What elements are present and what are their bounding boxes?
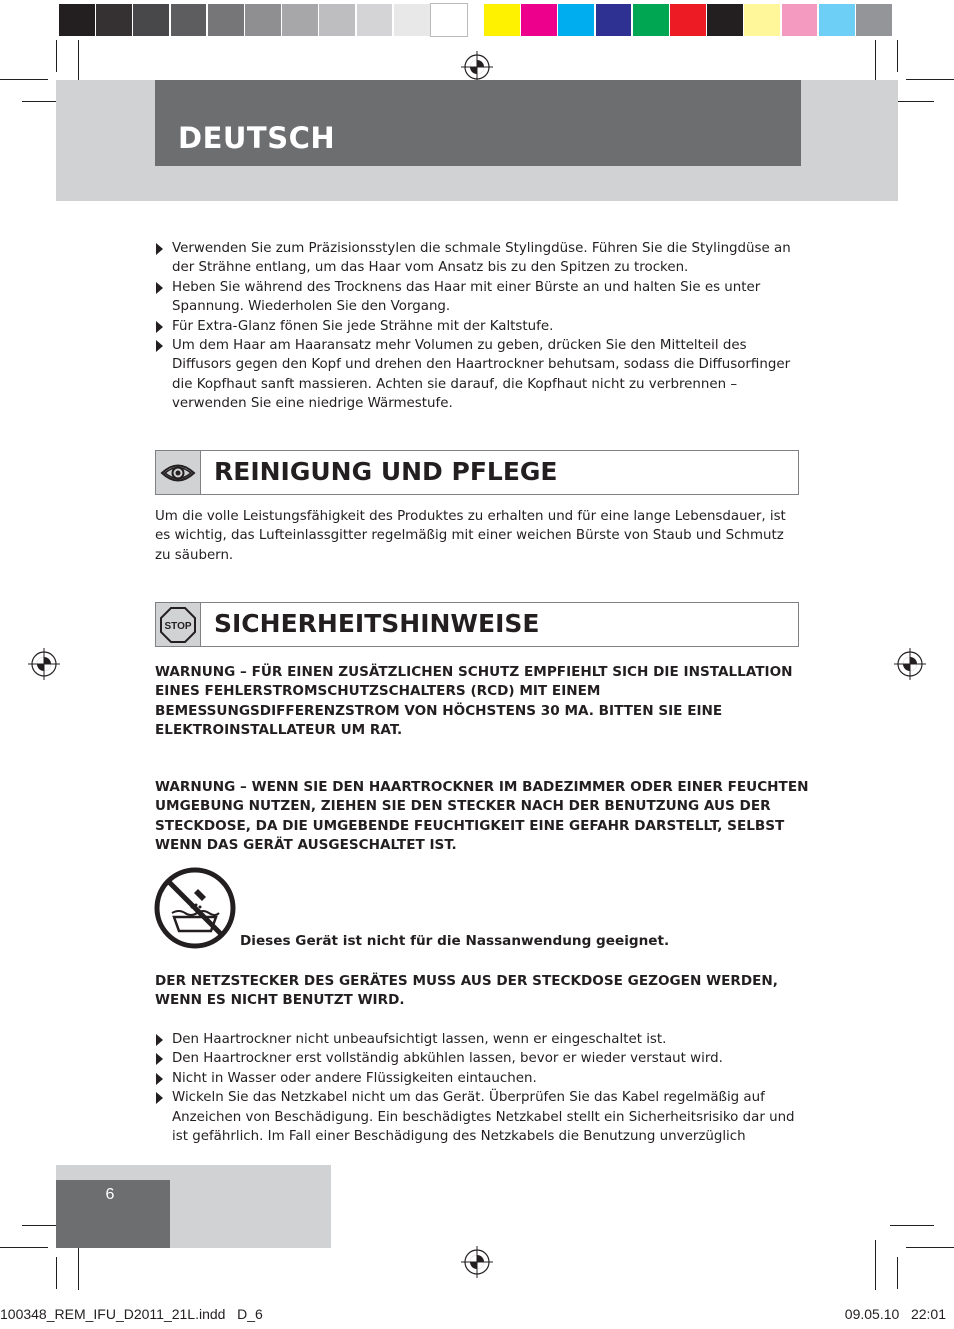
cleaning-text: Um die volle Leistungsfähigkeit des Produktes zu erhalten und für eine lange Lebensdauer, ist es wichtig, das Lufteinlassgitter regelmäßig mit einer weichen Bürste von Staub und Schmutz zu säubern. <box>155 509 786 563</box>
slug-filename: 100348_REM_IFU_D2011_21L.indd D_6 <box>0 1306 263 1322</box>
cleaning-title: REINIGUNG UND PFLEGE <box>214 457 558 486</box>
gray-swatch <box>59 4 95 36</box>
page-number: 6 <box>105 1186 115 1203</box>
process-color-swatch <box>484 4 520 36</box>
gray-swatch <box>357 4 393 36</box>
process-color-swatch <box>744 4 780 36</box>
process-color-swatch <box>521 4 557 36</box>
intro-bullet-list <box>155 239 795 414</box>
gray-swatch <box>96 4 132 36</box>
safety-section-header <box>155 602 799 647</box>
process-color-swatch <box>558 4 594 36</box>
process-color-swatch <box>707 4 743 36</box>
safety-bullet-list <box>155 1030 795 1146</box>
registration-mark-bottom <box>461 1246 493 1278</box>
no-bath-shower-icon <box>154 867 236 949</box>
gray-swatch <box>208 4 244 36</box>
warning-unplug: DER NETZSTECKER DES GERÄTES MUSS AUS DER STECKDOSE GEZOGEN WERDEN, WENN ES NICHT BENUTZT WIRD. <box>155 973 778 1009</box>
gray-swatch <box>245 4 281 36</box>
warning-bathroom: WARNUNG – WENN SIE DEN HAARTROCKNER IM BADEZIMMER ODER EINER FEUCHTEN UMGEBUNG NUTZEN, ZIEHEN SIE DEN STECKER NACH DER BENUTZUNG AUS DER STECKDOSE, DA DIE UMGEBENDE FEUCHTIGKEIT EINE GEFAHR DARSTELLT, SELBST WENN DAS GERÄT AUSGESCHALTET IST. <box>155 779 809 853</box>
eye-icon <box>156 451 201 494</box>
list-item: Um dem Haar am Haaransatz mehr Volumen zu geben, drücken Sie den Mittelteil des Diffusors gegen den Kopf und drehen den Haartrockner behutsam, sodass die Diffusorfinger die Kopfhaut sanft massieren. Achten sie darauf, die Kopfhaut nicht zu verbrennen – verwenden Sie eine niedrige Wärmestufe. <box>155 336 795 414</box>
language-title: DEUTSCH <box>178 121 336 155</box>
list-item: Für Extra-Glanz fönen Sie jede Strähne mit der Kaltstufe. <box>155 317 795 336</box>
safety-title: SICHERHEITSHINWEISE <box>214 609 540 638</box>
process-color-swatch <box>596 4 632 36</box>
list-item: Wickeln Sie das Netzkabel nicht um das Gerät. Überprüfen Sie das Kabel regelmäßig auf Anzeichen von Beschädigung. Ein beschädigtes Netzkabel stellt ein Sicherheitsrisiko dar und ist gefährlich. Im Fall einer Beschädigung des Netzkabels die Benutzung unverzüglich <box>155 1088 795 1146</box>
stop-sign-label: STOP <box>164 620 192 632</box>
stop-sign-icon <box>156 603 201 646</box>
registration-mark-left <box>28 648 60 680</box>
gray-swatch <box>394 4 430 36</box>
gray-swatch <box>282 4 318 36</box>
process-color-swatch <box>819 4 855 36</box>
safety-bullets <box>155 1030 795 1146</box>
gray-swatch <box>319 4 355 36</box>
list-item: Nicht in Wasser oder andere Flüssigkeiten eintauchen. <box>155 1069 795 1088</box>
list-item: Den Haartrockner nicht unbeaufsichtigt lassen, wenn er eingeschaltet ist. <box>155 1030 795 1049</box>
list-item: Verwenden Sie zum Präzisionsstylen die schmale Stylingdüse. Führen Sie die Stylingdüse an der Strähne entlang, um das Haar vom Ansatz bis zu den Spitzen zu trocken. <box>155 239 795 278</box>
gray-swatch <box>171 4 207 36</box>
registration-mark-right <box>894 648 926 680</box>
cleaning-section-header <box>155 450 799 495</box>
process-color-swatch <box>782 4 818 36</box>
gray-swatch <box>133 4 169 36</box>
slug-timestamp: 09.05.10 22:01 <box>844 1306 946 1322</box>
process-color-swatch <box>670 4 706 36</box>
process-color-swatch <box>633 4 669 36</box>
gray-swatch <box>431 4 467 36</box>
warning-rcd: WARNUNG – FÜR EINEN ZUSÄTZLICHEN SCHUTZ EMPFIEHLT SICH DIE INSTALLATION EINES FEHLERSTROMSCHUTZSCHALTERS (RCD) MIT EINEM BEMESSUNGSDIFFERENZSTROM VON HÖCHSTENS 30 MA. BITTEN SIE EINE ELEKTROINSTALLATEUR UM RAT. <box>155 664 793 738</box>
process-color-swatch <box>856 4 892 36</box>
list-item: Heben Sie während des Trocknens das Haar mit einer Bürste an und halten Sie es unter Spannung. Wiederholen Sie den Vorgang. <box>155 278 795 317</box>
list-item: Den Haartrockner erst vollständig abkühlen lassen, bevor er wieder verstaut wird. <box>155 1049 795 1068</box>
registration-mark-top <box>461 51 493 83</box>
no-water-caption: Dieses Gerät ist nicht für die Nassanwendung geeignet. <box>240 933 670 949</box>
intro-section <box>155 239 795 414</box>
